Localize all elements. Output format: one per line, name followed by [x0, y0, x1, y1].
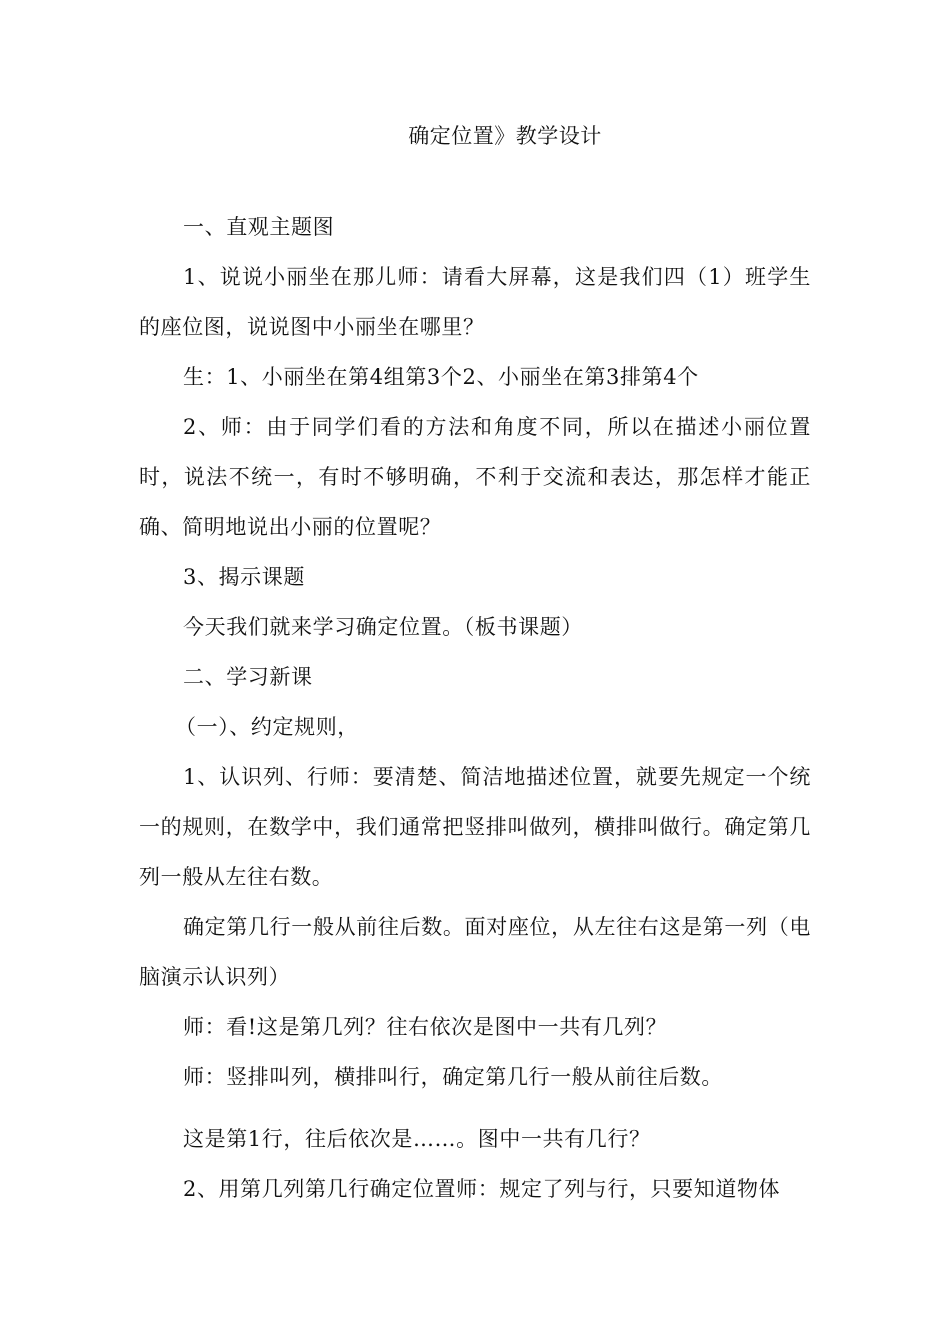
document-title: 确定位置》教学设计 — [408, 124, 602, 148]
paragraph: 确定第几行一般从前往后数。面对座位，从左往右这是第一列（电脑演示认识列） — [139, 915, 811, 989]
paragraph: 1、认识列、行师：要清楚、简洁地描述位置，就要先规定一个统一的规则，在数学中，我们通常把竖排叫做列，横排叫做行。确定第几列一般从左往右数。 — [139, 765, 811, 889]
paragraph: 2、师：由于同学们看的方法和角度不同，所以在描述小丽位置时，说法不统一，有时不够明确，不利于交流和表达，那怎样才能正确、简明地说出小丽的位置呢？ — [139, 415, 811, 539]
document-body — [139, 202, 811, 1214]
paragraph: 1、说说小丽坐在那儿师：请看大屏幕，这是我们四（1）班学生的座位图，说说图中小丽坐在哪里？ — [139, 265, 811, 339]
section-heading-1: 一、直观主题图 — [183, 215, 335, 239]
paragraph: 这是第1行，往后依次是……。图中一共有几行？ — [183, 1127, 651, 1151]
paragraph: 今天我们就来学习确定位置。（板书课题） — [183, 615, 583, 639]
paragraph: 师：竖排叫列，横排叫行，确定第几行一般从前往后数。 — [183, 1065, 723, 1089]
section-heading-2: 二、学习新课 — [183, 665, 313, 689]
subsection-heading: （一）、约定规则， — [175, 715, 359, 739]
paragraph: 师：看!这是第几列？往右依次是图中一共有几列？ — [183, 1015, 668, 1039]
paragraph: 2、用第几列第几行确定位置师：规定了列与行，只要知道物体 — [183, 1177, 781, 1201]
paragraph: 3、揭示课题 — [183, 565, 305, 589]
paragraph: 生：1、小丽坐在第4组第3个2、小丽坐在第3排第4个 — [183, 365, 699, 389]
